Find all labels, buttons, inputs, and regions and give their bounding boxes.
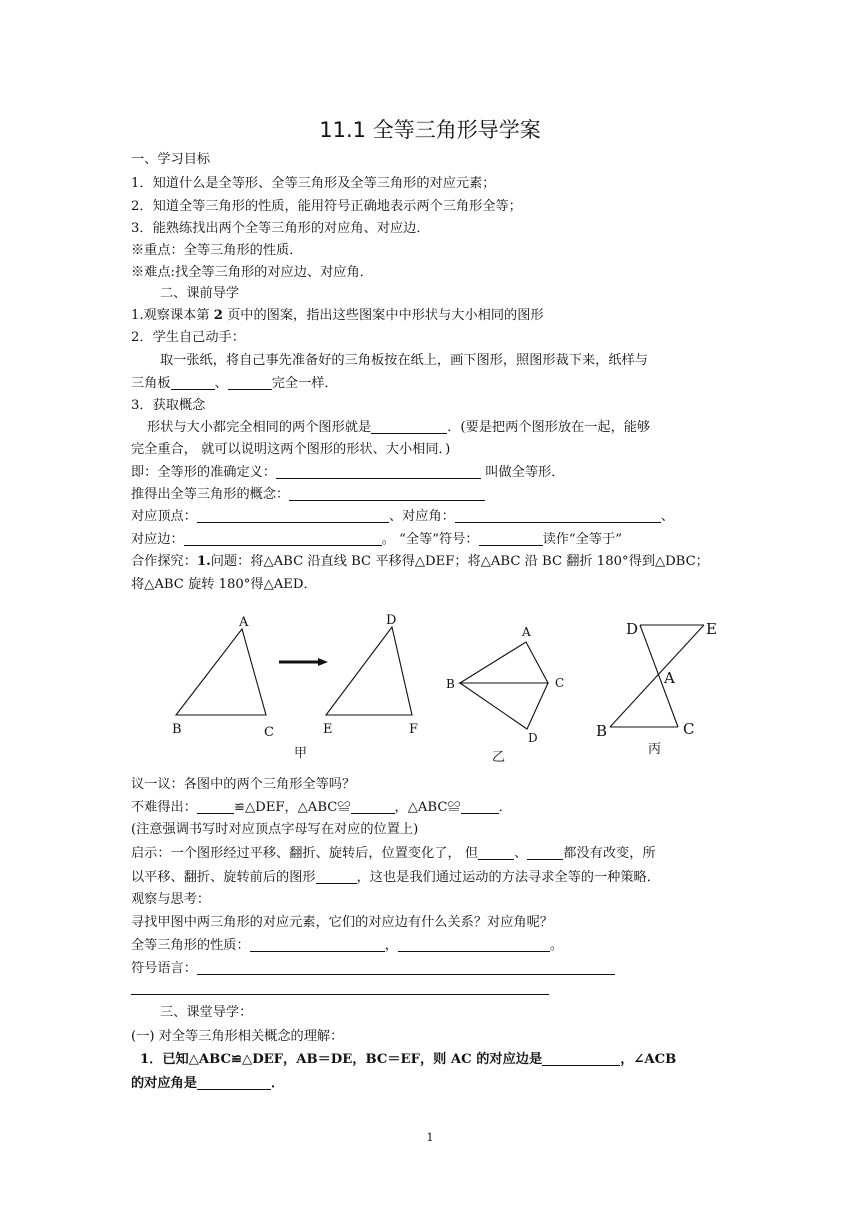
objective-3: 3．能熟练找出两个全等三角形的对应角、对应边． xyxy=(131,221,430,236)
answer-blank xyxy=(351,799,395,814)
answer-blank xyxy=(228,375,272,390)
hint-line-2: 以平移、翻折、旋转前后的图形 ，这也是我们通过运动的方法寻求全等的一种策略． xyxy=(131,870,660,885)
exercise-1-line-1: 1．已知△ABC≌△DEF，AB＝DE，BC＝EF，则 AC 的对应边是 ，∠ACB xyxy=(140,1052,677,1067)
label-c-bing: C xyxy=(683,720,695,738)
answer-blank xyxy=(461,799,499,814)
discuss-note: (注意强调书写时对应顶点字母写在对应的位置上) xyxy=(131,822,419,837)
label-c-yi: C xyxy=(555,676,565,690)
triangle-concept-line: 推得出全等三角形的概念： xyxy=(131,486,485,504)
answer-blank xyxy=(184,531,382,546)
caption-bing: 丙 xyxy=(648,742,662,757)
correspondence-line: 对应顶点： 、对应角： 、 xyxy=(131,509,675,524)
answer-blank xyxy=(478,845,514,860)
label-c: C xyxy=(264,725,274,740)
answer-blank xyxy=(455,508,661,523)
definition-line: 即：全等形的准确定义： 叫做全等形． xyxy=(131,465,565,480)
page-title: 11.1 全等三角形导学案 xyxy=(319,118,541,142)
triangle-def xyxy=(326,627,412,715)
triangles-figure xyxy=(0,605,860,785)
arrow-icon xyxy=(318,658,328,666)
label-a-yi: A xyxy=(522,625,531,639)
exercise-1-line-2: 的对应角是 ． xyxy=(131,1076,285,1091)
answer-blank xyxy=(171,375,215,390)
question-2-body-line-1: 取一张纸，将自己事先准备好的三角板按在纸上，画下图形，照图形裁下来，纸样与 xyxy=(160,353,648,368)
question-2-body-line-2: 三角板 、 完全一样． xyxy=(131,376,338,391)
answer-blank xyxy=(197,508,389,523)
concept-line-2: 完全重合， 就可以说明这两个图形的形状、大小相同．) xyxy=(131,442,451,457)
caption-yi: 乙 xyxy=(492,750,506,765)
answer-blank xyxy=(398,937,550,952)
cooperation-line-2: 将△ABC 旋转 180°得△AED． xyxy=(131,577,317,592)
segment-eb xyxy=(610,625,704,727)
label-b: B xyxy=(172,722,182,737)
label-d-yi: D xyxy=(528,731,538,745)
triangle-dbc-yi xyxy=(460,683,548,729)
property-line: 全等三角形的性质： ， 。 xyxy=(131,938,564,953)
answer-blank xyxy=(479,531,543,546)
discuss-answer: 不难得出： ≌△DEF，△ABC≌ ，△ABC≌ ． xyxy=(131,800,512,815)
section-1-heading: 一、学习目标 xyxy=(131,152,211,167)
section-3-subheading: (一) 对全等三角形相关概念的理解： xyxy=(131,1029,344,1044)
label-f: F xyxy=(409,722,419,737)
answer-blank xyxy=(197,1075,271,1090)
label-b-yi: B xyxy=(446,677,455,691)
label-d-bing: D xyxy=(626,620,639,638)
objective-1: 1．知道什么是全等形、全等三角形及全等三角形的对应元素； xyxy=(131,176,496,191)
hint-line-1: 启示：一个图形经过平移、翻折、旋转后，位置变化了， 但 、 都没有改变，所 xyxy=(131,846,656,861)
side-symbol-line: 对应边： 。 “全等”符号： 读作“全等于” xyxy=(131,532,622,547)
difficulty-point: ※难点:找全等三角形的对应边、对应角． xyxy=(131,265,373,280)
section-2-heading: 二、课前导学 xyxy=(160,286,240,301)
question-2: 2．学生自己动手： xyxy=(131,330,245,345)
objective-2: 2．知道全等三角形的性质，能用符号正确地表示两个三角形全等； xyxy=(131,199,522,214)
answer-blank xyxy=(276,464,481,479)
answer-blank xyxy=(197,960,615,975)
observe-heading: 观察与思考： xyxy=(131,892,211,907)
label-b-bing: B xyxy=(596,722,608,740)
discuss-question: 议一议：各图中的两个三角形全等吗？ xyxy=(131,777,356,792)
observe-question: 寻找甲图中两三角形的对应元素，它们的对应边有什么关系？对应角呢？ xyxy=(131,915,553,930)
question-3: 3．获取概念 xyxy=(131,398,206,413)
caption-jia: 甲 xyxy=(294,746,308,761)
answer-blank xyxy=(371,419,447,434)
answer-blank xyxy=(289,486,485,501)
label-e-bing: E xyxy=(706,620,717,638)
section-3-heading: 三、课堂导学： xyxy=(160,1005,253,1020)
answer-blank xyxy=(527,845,563,860)
triangle-abc-yi xyxy=(460,642,548,683)
answer-blank xyxy=(250,937,385,952)
concept-line-1: 形状与大小都完全相同的两个图形就是 ．(要是把两个图形放在一起，能够 xyxy=(147,420,651,435)
label-a: A xyxy=(239,615,249,630)
page-number: 1 xyxy=(426,1131,434,1144)
key-point: ※重点：全等三角形的性质． xyxy=(131,243,303,258)
cooperation-line-1: 合作探究：1.问题：将△ABC 沿直线 BC 平移得△DEF；将△ABC 沿 BC 翻折 180°得到△DBC； xyxy=(131,554,709,569)
label-d: D xyxy=(386,613,397,628)
answer-blank xyxy=(316,869,357,884)
symbol-language-line: 符号语言： xyxy=(131,960,615,978)
triangle-abc xyxy=(176,629,266,715)
label-e: E xyxy=(323,722,333,737)
label-a-bing: A xyxy=(664,669,675,687)
answer-line xyxy=(131,994,549,995)
answer-blank xyxy=(542,1051,620,1066)
question-1: 1.观察课本第 2 页中的图案，指出这些图案中中形状与大小相同的图形 xyxy=(131,308,544,323)
answer-blank xyxy=(197,799,234,814)
